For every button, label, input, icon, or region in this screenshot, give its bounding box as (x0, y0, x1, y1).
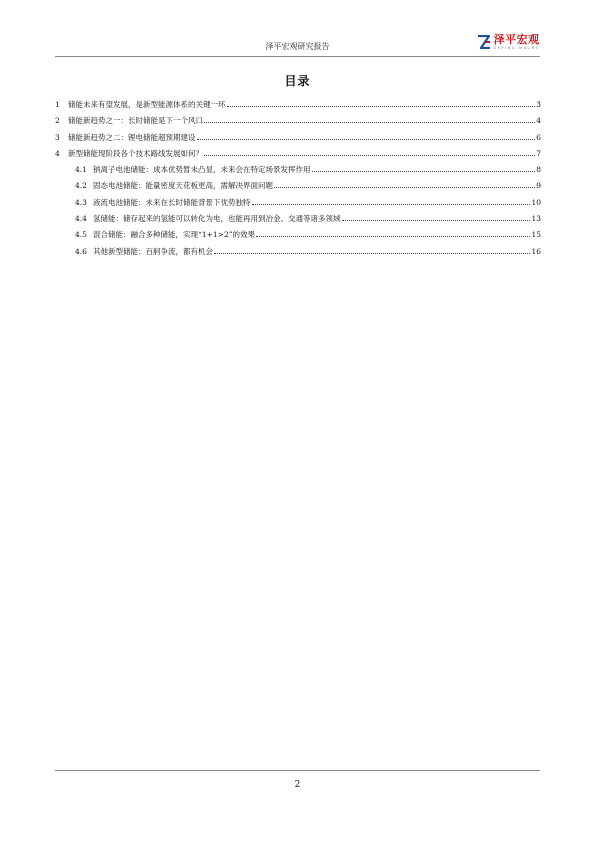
toc-entry-text: 氢储能：储存起来的氢能可以转化为电，也能再用到冶金、交通等诸多领域 (93, 214, 341, 224)
header-divider (55, 56, 540, 57)
footer-divider (55, 770, 540, 771)
toc-entry-page: 4 (536, 116, 541, 126)
table-of-contents (55, 99, 541, 262)
toc-entry-page: 7 (536, 148, 541, 158)
toc-entry-2[interactable] (55, 115, 541, 131)
toc-entry-text: 储能新趋势之一：长时储能是下一个风口 (68, 116, 203, 126)
toc-entry-page: 8 (536, 165, 541, 175)
toc-entry-page: 6 (536, 132, 541, 142)
toc-entry-4-6[interactable] (55, 246, 541, 262)
toc-entry-number: 4.4 (75, 214, 87, 224)
toc-dot-leader (204, 121, 535, 123)
toc-entry-4-5[interactable] (55, 229, 541, 245)
toc-entry-text: 钠离子电池储能：成本优势暂未凸显，未来会在特定场景发挥作用 (93, 165, 311, 175)
toc-entry-1[interactable] (55, 99, 541, 115)
toc-title: 目录 (284, 74, 311, 88)
toc-entry-text: 新型储能现阶段各个技术路线发展如何？ (68, 148, 203, 158)
toc-dot-leader (274, 186, 535, 188)
toc-entry-number: 4 (55, 148, 60, 158)
toc-dot-leader (256, 235, 530, 237)
toc-entry-number: 2 (55, 116, 60, 126)
toc-entry-text: 固态电池储能：能量密度天花板更高，需解决界面问题 (93, 181, 273, 191)
toc-entry-number: 4.1 (75, 165, 87, 175)
toc-entry-number: 3 (55, 132, 60, 142)
toc-dot-leader (197, 138, 536, 140)
toc-entry-4-1[interactable] (55, 164, 541, 180)
header-title: 泽平宏观研究报告 (265, 42, 330, 51)
toc-entry-4-3[interactable] (55, 197, 541, 213)
toc-entry-number: 4.5 (75, 230, 87, 240)
toc-entry-4-2[interactable] (55, 180, 541, 196)
page-number: 2 (294, 780, 301, 790)
toc-entry-4[interactable] (55, 148, 541, 164)
toc-entry-text: 储能未来有望发展，是新型能源体系的关键一环 (68, 100, 226, 109)
toc-dot-leader (227, 105, 536, 107)
toc-entry-number: 4.2 (75, 181, 87, 191)
toc-entry-text: 液流电池储能：未来在长时储能背景下优势独特 (93, 197, 251, 207)
toc-entry-page: 10 (531, 197, 541, 207)
brand-logo (477, 34, 540, 54)
zeping-logo-icon (477, 35, 491, 49)
toc-dot-leader (342, 219, 531, 221)
toc-entry-number: 4.6 (75, 246, 87, 256)
toc-entry-page: 9 (536, 181, 541, 191)
toc-entry-number: 1 (55, 100, 60, 109)
toc-entry-text: 混合储能：融合多种储能，实现“1+1>2”的效果 (93, 230, 256, 240)
logo-subtitle: ZEPING MACRO (493, 46, 540, 50)
toc-entry-text: 储能新趋势之二：锂电储能超预期建设 (68, 132, 196, 142)
toc-entry-page: 3 (536, 100, 541, 109)
toc-dot-leader (214, 252, 530, 254)
toc-dot-leader (204, 154, 535, 156)
page-header (55, 32, 540, 58)
toc-entry-page: 16 (531, 246, 541, 256)
logo-name: 泽平宏观 (493, 33, 540, 46)
toc-entry-text: 其他新型储能：百舸争流，都有机会 (93, 246, 213, 256)
toc-entry-4-4[interactable] (55, 213, 541, 229)
toc-entry-page: 13 (531, 214, 541, 224)
toc-entry-3[interactable] (55, 132, 541, 148)
toc-dot-leader (312, 170, 536, 172)
toc-entry-page: 15 (531, 230, 541, 240)
toc-dot-leader (252, 203, 531, 205)
toc-entry-number: 4.3 (75, 197, 87, 207)
